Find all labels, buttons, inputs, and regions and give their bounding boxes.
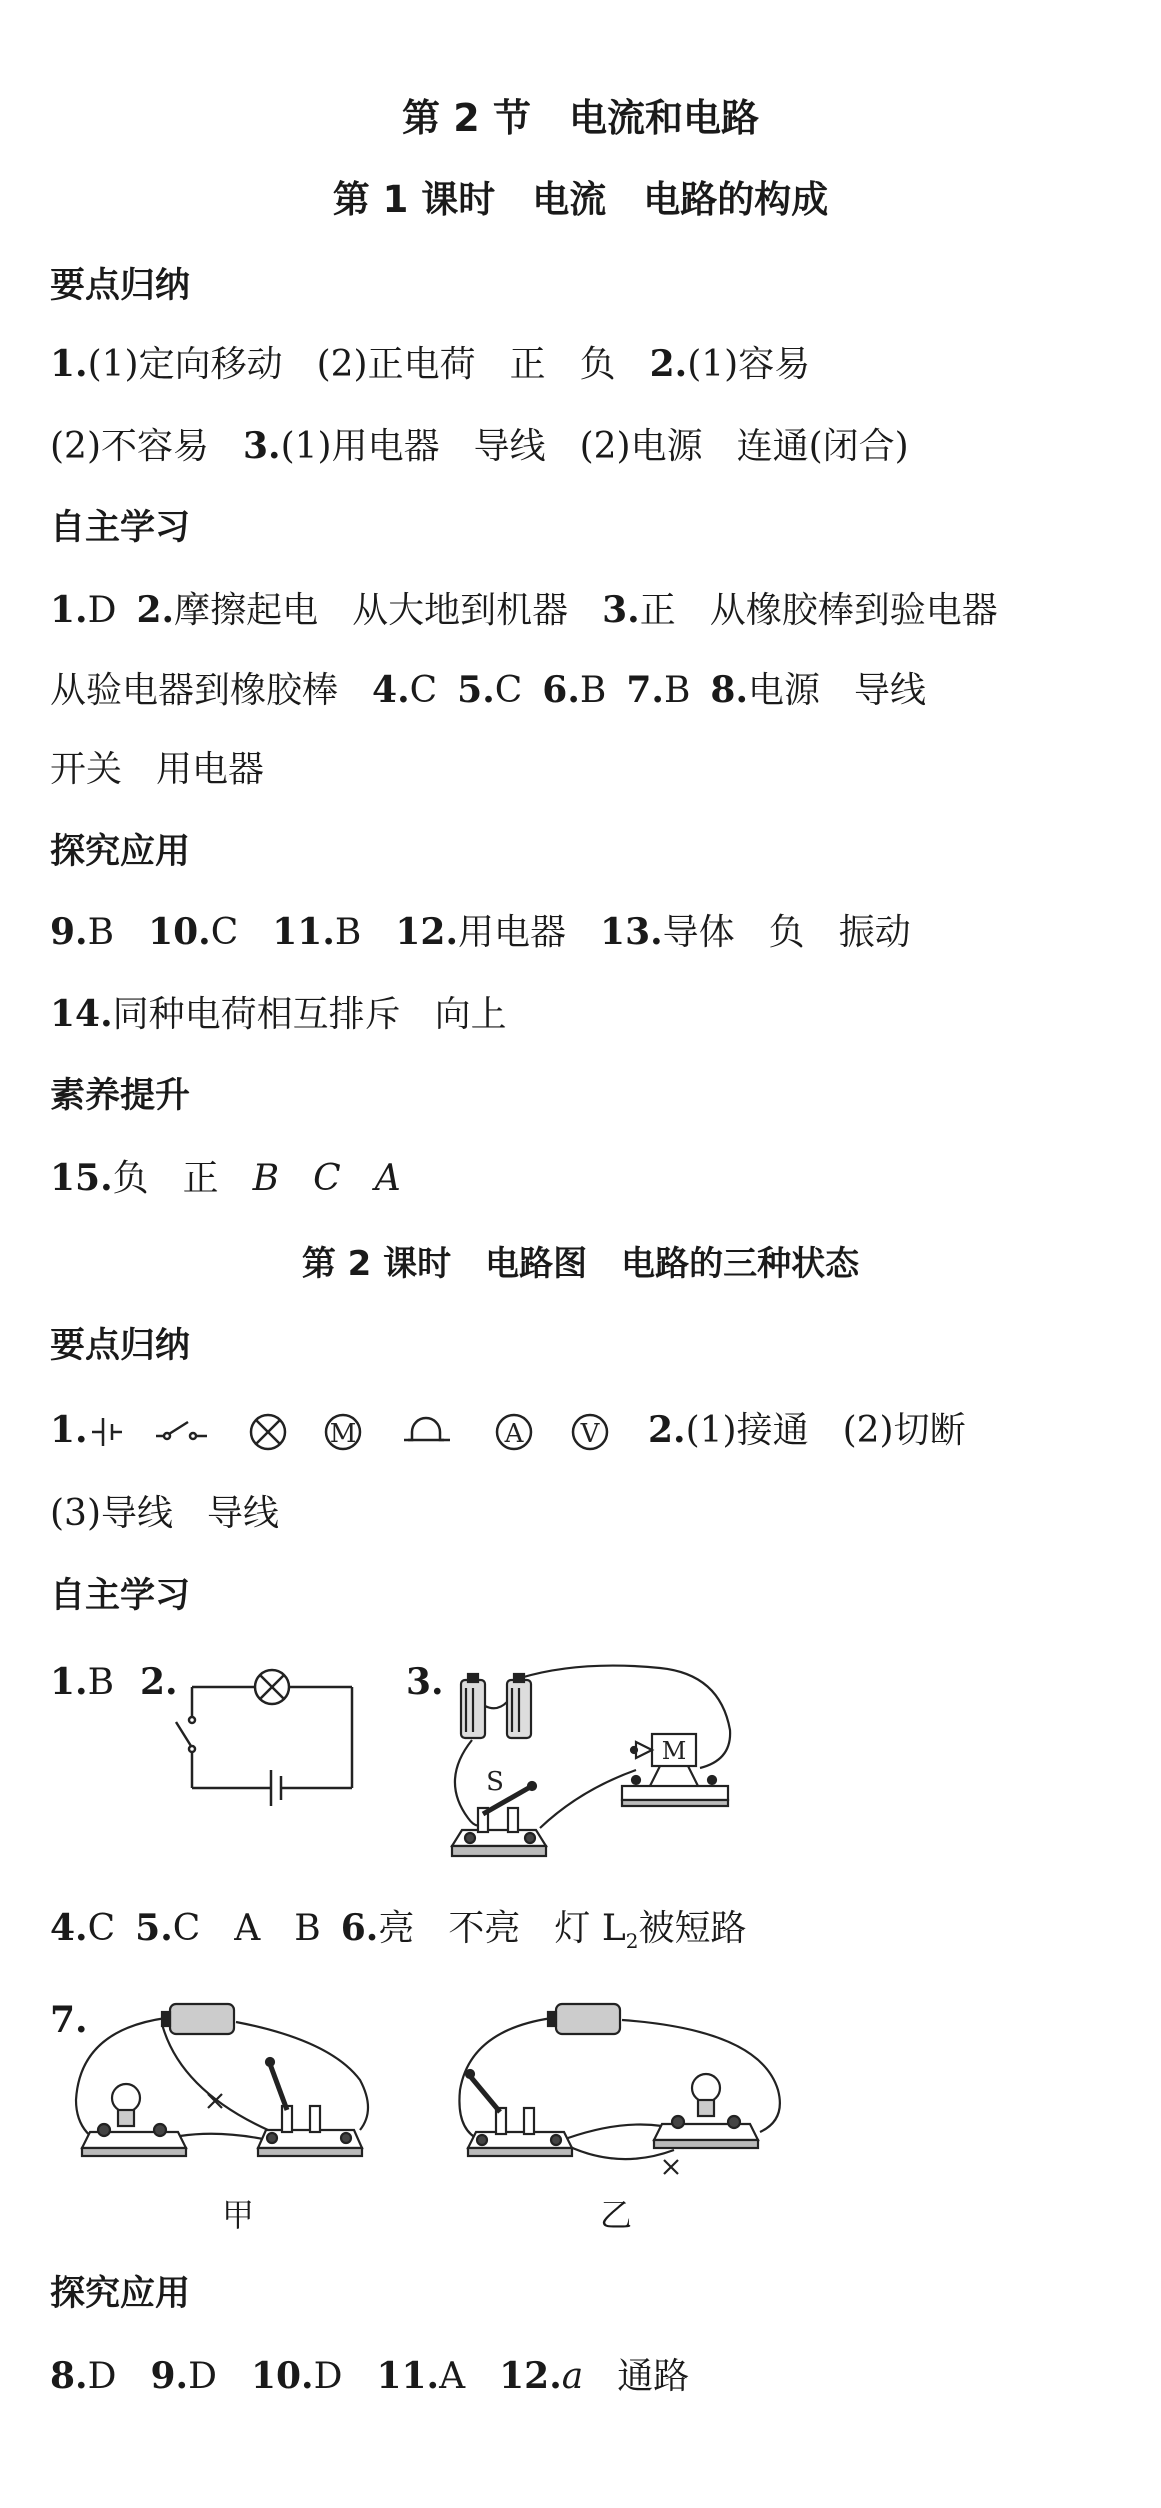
answer-line: 8.D 9.D 10.D 11.A 12.a 通路 (50, 2355, 690, 2397)
heading-explore: 探究应用 (50, 832, 191, 872)
answer-line: (3)导线 导线 (50, 1493, 280, 1534)
answer-line: 1.D 2.摩擦起电 从大地到机器 3.正 从橡胶棒到验电器 (50, 589, 998, 631)
answer-q7-label: 7. (50, 1999, 88, 2041)
cross-mark-icon (208, 2094, 222, 2108)
answer-q1: 1.B (50, 1661, 115, 1703)
answer-line: 4.C 5.C A B 6.亮 不亮 灯 $L_2$被短路 (50, 1907, 747, 1954)
answer-q2-label: 2. (140, 1661, 178, 1703)
answer-line: 1.(1)定向移动 (2)正电荷 正 负 2.(1)容易 (50, 343, 811, 385)
heading-key-points: 要点归纳 (50, 1326, 191, 1366)
figure-label-jia: 甲 (222, 2196, 255, 2234)
answer-line: 9.B 10.C 11.B 12.用电器 13.导体 负 振动 (50, 911, 911, 953)
heading-explore: 探究应用 (50, 2274, 191, 2314)
answer-line: 2.(1)接通 (2)切断 (648, 1409, 966, 1451)
answer-line: 15.负 正 B C A (50, 1157, 401, 1199)
heading-improve: 素养提升 (50, 1076, 191, 1116)
knife-switch-icon (258, 2058, 362, 2156)
ammeter-letter: A (504, 1419, 524, 1449)
answer-line: 14.同种电荷相互排斥 向上 (50, 993, 507, 1035)
answer-line: 开关 用电器 (50, 749, 265, 790)
cross-mark-icon (664, 2160, 678, 2174)
lesson-1-title: 第 1 课时 电流 电路的构成 (332, 178, 829, 221)
switch-label: S (486, 1767, 504, 1797)
battery-cell-icon (548, 2004, 620, 2034)
lamp-board-icon (654, 2074, 758, 2148)
lamp-board-icon (82, 2084, 186, 2156)
heading-self-study: 自主学习 (50, 1576, 191, 1616)
answer-line: 从验电器到橡胶棒 4.C 5.C 6.B 7.B 8.电源 导线 (50, 669, 927, 711)
answer-q3-label: 3. (406, 1661, 444, 1703)
heading-self-study: 自主学习 (50, 508, 191, 548)
voltmeter-letter: V (580, 1419, 600, 1449)
heading-key-points: 要点归纳 (50, 266, 191, 306)
knife-switch-icon (466, 2070, 572, 2156)
lesson-2-title: 第 2 课时 电路图 电路的三种状态 (301, 1244, 860, 1284)
motor-label: M (661, 1737, 687, 1765)
symbols-line: 1. (50, 1409, 88, 1451)
motor-letter: M (329, 1419, 357, 1449)
answer-line: (2)不容易 3.(1)用电器 导线 (2)电源 连通(闭合) (50, 425, 909, 467)
battery-cell-icon (162, 2004, 234, 2034)
figure-label-yi: 乙 (600, 2196, 633, 2234)
section-title: 第 2 节 电流和电路 (402, 96, 759, 140)
